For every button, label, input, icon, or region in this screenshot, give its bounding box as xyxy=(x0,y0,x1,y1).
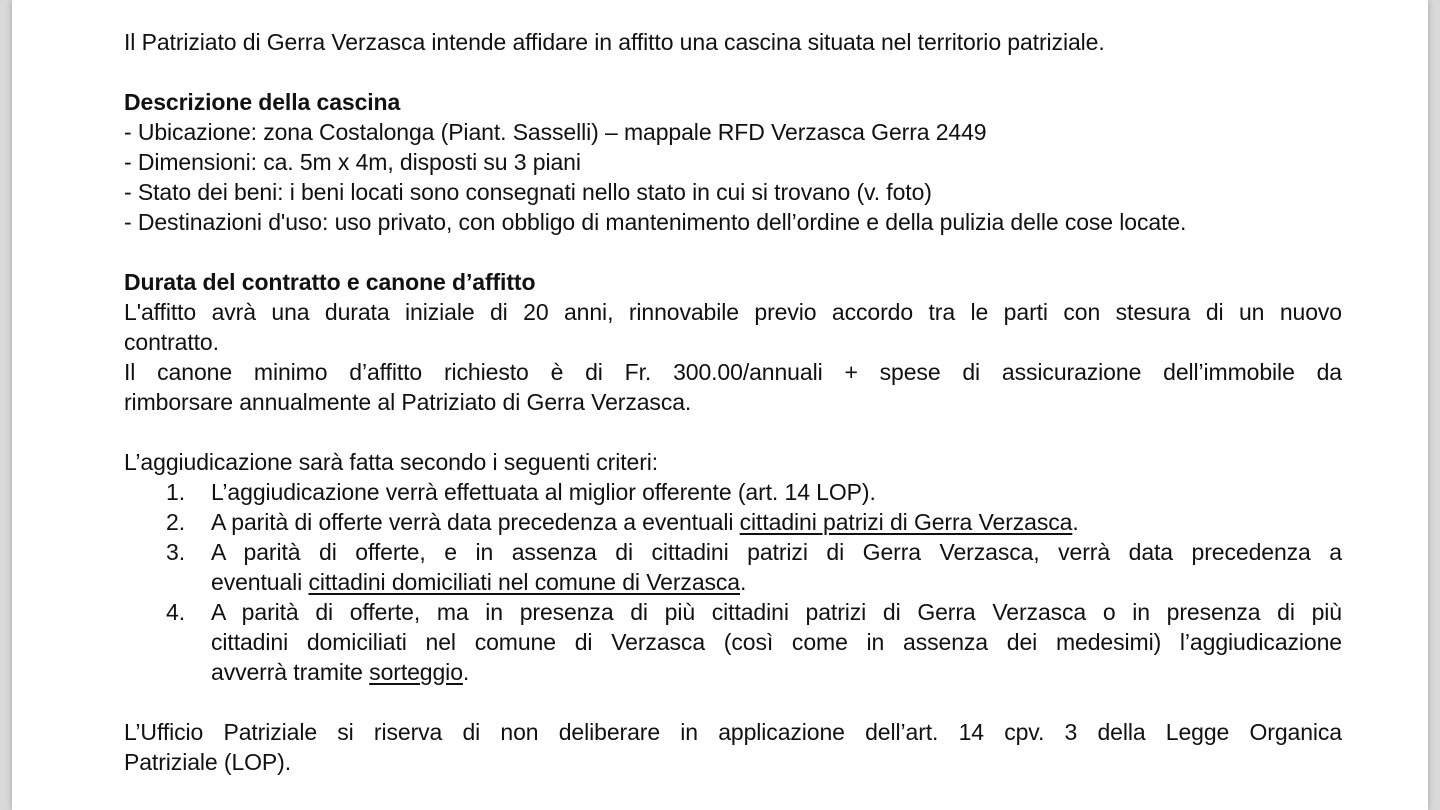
description-heading: Descrizione della cascina xyxy=(124,89,401,115)
underlined-text: cittadini patrizi di Gerra Verzasca xyxy=(739,509,1073,535)
criteria-text-part: avverrà tramite xyxy=(211,659,370,685)
duration-paragraph-line: L'affitto avrà una durata iniziale di 20 anni, rinnovabile previo accordo tra le parti con stesura di un nuovo xyxy=(124,299,1342,325)
duration-heading: Durata del contratto e canone d’affitto xyxy=(124,269,536,295)
criteria-text: A parità di offerte, ma in presenza di più cittadini patrizi di Gerra Verzasca o in presenza di più xyxy=(211,599,1342,625)
underlined-text: sorteggio xyxy=(369,659,463,685)
criteria-item-1 xyxy=(124,477,1342,507)
underlined-text: cittadini domiciliati nel comune di Verzasca xyxy=(308,569,741,595)
fee-paragraph-line: Il canone minimo d’affitto richiesto è di Fr. 300.00/annuali + spese di assicurazione dell’immobile da xyxy=(124,359,1342,385)
criteria-item-4 xyxy=(124,597,1342,687)
document-body xyxy=(124,27,1342,777)
list-number: 3. xyxy=(166,539,185,565)
criteria-text: A parità di offerte, e in assenza di cittadini patrizi di Gerra Verzasca, verrà data precedenza a xyxy=(211,539,1342,565)
criteria-text: L’aggiudicazione verrà effettuata al miglior offerente (art. 14 LOP). xyxy=(211,479,876,505)
criteria-text-part: . xyxy=(462,659,470,685)
spacer xyxy=(124,57,1342,87)
criteria-text xyxy=(211,567,1342,597)
criteria-intro: L’aggiudicazione sarà fatta secondo i seguenti criteri: xyxy=(124,449,659,475)
closing-paragraph-line: L’Ufficio Patriziale si riserva di non deliberare in applicazione dell’art. 14 cpv. 3 della Legge Organica xyxy=(124,719,1342,745)
list-number: 2. xyxy=(166,509,185,535)
list-number: 4. xyxy=(166,599,185,625)
spacer xyxy=(124,237,1342,267)
fee-paragraph-line: rimborsare annualmente al Patriziato di Gerra Verzasca. xyxy=(124,389,692,415)
description-item-location: - Ubicazione: zona Costalonga (Piant. Sasselli) – mappale RFD Verzasca Gerra 2449 xyxy=(124,119,987,145)
document-page xyxy=(12,0,1428,810)
description-item-condition: - Stato dei beni: i beni locati sono consegnati nello stato in cui si trovano (v. foto) xyxy=(124,179,932,205)
closing-paragraph-line: Patriziale (LOP). xyxy=(124,749,292,775)
spacer xyxy=(124,687,1342,717)
criteria-text-part: . xyxy=(1072,509,1079,535)
list-number: 1. xyxy=(166,479,185,505)
intro-paragraph: Il Patriziato di Gerra Verzasca intende affidare in affitto una cascina situata nel territorio patriziale. xyxy=(124,29,1105,55)
description-item-usage: - Destinazioni d'uso: uso privato, con obbligo di mantenimento dell’ordine e della pulizia delle cose locate. xyxy=(124,209,1187,235)
criteria-text-part: . xyxy=(740,569,747,595)
duration-paragraph-line: contratto. xyxy=(124,329,219,355)
description-item-dimensions: - Dimensioni: ca. 5m x 4m, disposti su 3 piani xyxy=(124,149,581,175)
criteria-text-part: A parità di offerte verrà data precedenza a eventuali xyxy=(211,509,740,535)
criteria-text xyxy=(211,507,1342,537)
criteria-text-part: eventuali xyxy=(211,569,309,595)
criteria-item-2 xyxy=(124,507,1342,537)
criteria-text: cittadini domiciliati nel comune di Verzasca (così come in assenza dei medesimi) l’aggiudicazione xyxy=(211,629,1342,655)
criteria-text xyxy=(211,657,1342,687)
spacer xyxy=(124,417,1342,447)
criteria-item-3 xyxy=(124,537,1342,597)
